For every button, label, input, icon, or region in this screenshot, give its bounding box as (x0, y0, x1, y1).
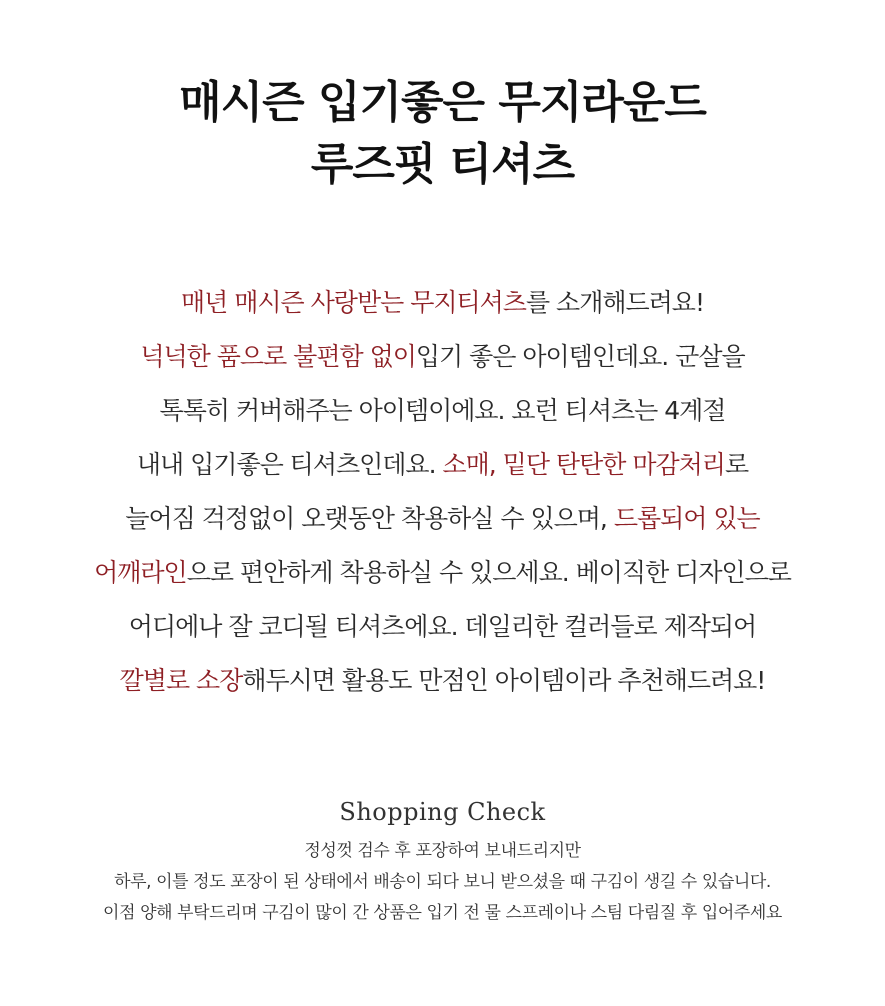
description-line (0, 384, 885, 438)
description-line (0, 492, 885, 546)
shopping-check-line: 정성껏 검수 후 포장하여 보내드리지만 (304, 841, 581, 861)
description-line (0, 330, 885, 384)
description-line (0, 546, 885, 600)
highlight-text: 깔별로 소장 (119, 666, 243, 695)
description-text: 로 (724, 450, 749, 479)
shopping-check-line: 하루, 이틀 정도 포장이 된 상태에서 배송이 되다 보니 받으셨을 때 구김이 생길 수 있습니다. (114, 872, 771, 892)
highlight-text: 넉넉한 품으로 불편함 없이 (140, 342, 416, 371)
shopping-check-line: 이점 양해 부탁드리며 구김이 많이 간 상품은 입기 전 물 스프레이나 스팀 다림질 후 입어주세요 (103, 903, 782, 923)
highlight-text: 매년 매시즌 사랑받는 무지티셔츠 (181, 288, 526, 317)
description-text: 해두시면 활용도 만점인 아이템이라 추천해드려요! (242, 666, 766, 695)
description-text: 으로 편안하게 착용하실 수 있으세요. 베이직한 디자인으로 (186, 558, 791, 587)
title-line-1: 매시즌 입기좋은 무지라운드 (179, 77, 706, 128)
description-text: 늘어짐 걱정없이 오랫동안 착용하실 수 있으며, (125, 504, 614, 533)
highlight-text: 소매, 밑단 탄탄한 마감처리 (442, 450, 725, 479)
description-line (0, 654, 885, 708)
description-text: 내내 입기좋은 티셔츠인데요. (136, 450, 443, 479)
highlight-text: 드롭되어 있는 (613, 504, 760, 533)
description-text: 어디에나 잘 코디될 티셔츠에요. 데일리한 컬러들로 제작되어 (128, 612, 757, 641)
description-line (0, 600, 885, 654)
product-description (0, 276, 885, 708)
title-line-2: 루즈핏 티셔츠 (310, 139, 575, 190)
description-line (0, 276, 885, 330)
shopping-check-section (0, 794, 885, 929)
description-text: 입기 좋은 아이템인데요. 군살을 (415, 342, 745, 371)
description-text: 톡톡히 커버해주는 아이템이에요. 요런 티셔츠는 4계절 (159, 396, 726, 425)
description-line (0, 438, 885, 492)
description-text: 를 소개해드려요! (525, 288, 704, 317)
shopping-check-title: Shopping Check (339, 798, 546, 826)
highlight-text: 어깨라인 (94, 558, 187, 587)
product-title (0, 72, 885, 196)
